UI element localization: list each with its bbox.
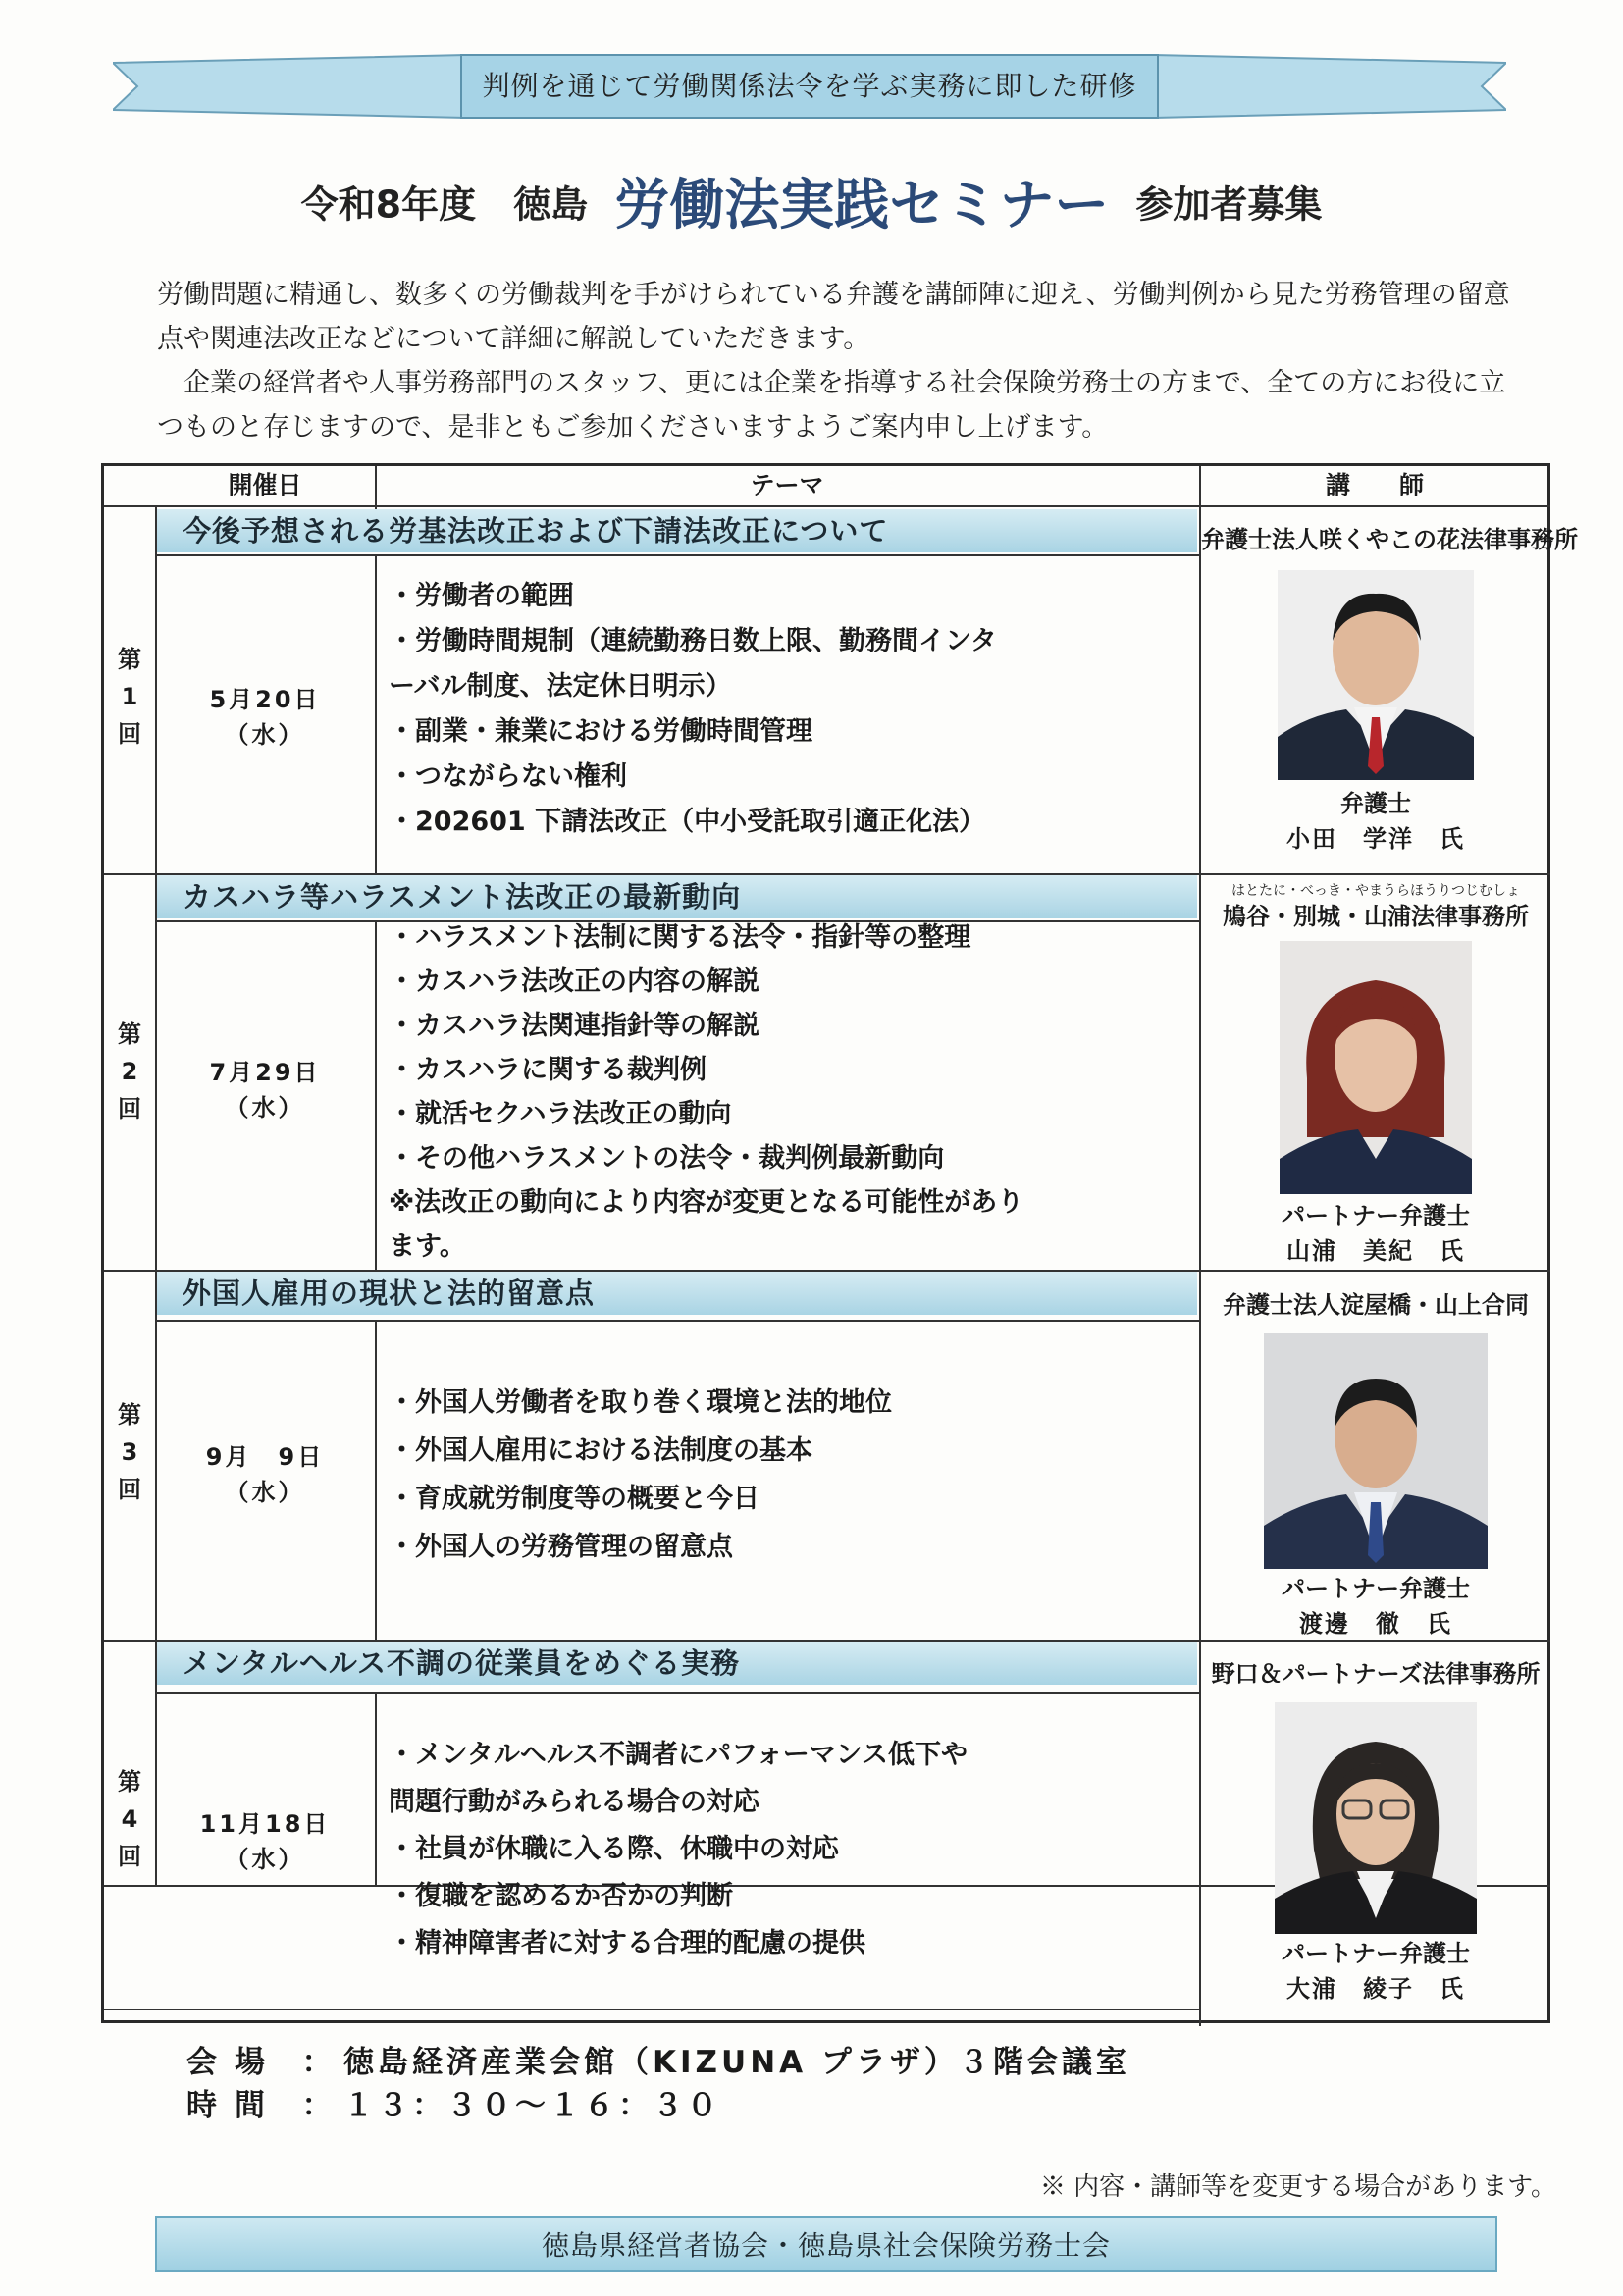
organizer-footer: 徳島県経営者協会・徳島県社会保険労務士会: [155, 2216, 1497, 2272]
lecturer-firm: 鳩谷・別城・山浦法律事務所: [1223, 903, 1529, 930]
session-3-theme: 外国人雇用の現状と法的留意点: [157, 1272, 1197, 1315]
portrait-image: [1264, 1333, 1488, 1569]
session-number-part: 第: [118, 1020, 141, 1048]
lecturer-name: 小田 学洋 氏: [1286, 825, 1465, 853]
title-main: 労働法実践セミナー: [614, 174, 1110, 237]
intro-text: [157, 273, 1511, 449]
header-lecturer: 講 師: [1325, 471, 1424, 499]
topic-item: ・就活セクハラ法改正の動向: [389, 1099, 732, 1129]
topic-item: ・ハラスメント法制に関する法令・指針等の整理: [389, 922, 971, 953]
session-1-topics: [389, 574, 1169, 845]
theme-divider: [155, 1320, 1199, 1322]
topic-item: ・外国人雇用における法制度の基本: [389, 1435, 812, 1466]
colon: ：: [301, 2045, 337, 2080]
topic-item: ・カスハラに関する裁判例: [389, 1055, 707, 1085]
session-1-theme: 今後予想される労基法改正および下請法改正について: [157, 509, 1197, 552]
topic-item: ーバル制度、法定休日明示）: [389, 671, 732, 702]
session-number-part: 回: [118, 1095, 141, 1122]
lecturer-photo: [1280, 941, 1472, 1194]
header-theme: テーマ: [750, 471, 824, 499]
divider-v: [375, 466, 377, 513]
change-note: ※ 内容・講師等を変更する場合があります。: [1039, 2172, 1556, 2202]
lecturer-photo: [1278, 570, 1474, 780]
session-number-part: 第: [118, 1768, 141, 1796]
lecturer-name: 大浦 綾子 氏: [1286, 1975, 1465, 2003]
header-date: 開催日: [228, 471, 302, 499]
session-4-number: [104, 1763, 155, 1875]
session-3-number: [104, 1396, 155, 1508]
session-number-part: 3: [121, 1438, 138, 1466]
session-number-part: 回: [118, 1476, 141, 1503]
theme-divider: [155, 1692, 1199, 1694]
weekday-text: （水）: [225, 1094, 305, 1122]
topic-item: ます。: [389, 1231, 466, 1262]
session-number-part: 1: [121, 683, 138, 710]
date-text: 5月20日: [209, 686, 321, 713]
venue-info: [186, 2041, 1130, 2127]
session-4-theme: メンタルヘルス不調の従業員をめぐる実務: [157, 1642, 1197, 1685]
schedule-table: [101, 463, 1578, 2023]
session-3-date: [155, 1439, 375, 1510]
intro-paragraph-1: 労働問題に精通し、数多くの労働裁判を手がけられている弁護を講師陣に迎え、労働判例から見た労務管理の留意点や関連法改正などについて詳細に解説していただきます。: [157, 280, 1510, 354]
topic-item: ・その他ハラスメントの法令・裁判例最新動向: [389, 1143, 945, 1174]
lecturer-firm-ruby: はとたに・べっき・やまうらほうりつじむしょ: [1231, 883, 1520, 899]
lecturer-photo: [1264, 1333, 1488, 1569]
lecturer-firm: 野口＆パートナーズ法律事務所: [1211, 1660, 1541, 1688]
session-3-topics: [389, 1379, 1169, 1571]
lecturer-role: パートナー弁護士: [1282, 1202, 1470, 1229]
topic-item: ・カスハラ法関連指針等の解説: [389, 1011, 759, 1041]
lecturer-role: パートナー弁護士: [1282, 1940, 1470, 1967]
divider-v: [375, 1692, 377, 1885]
weekday-text: （水）: [225, 1846, 305, 1873]
lecturer-role: 弁護士: [1340, 790, 1411, 817]
divider-v: [375, 1320, 377, 1640]
topic-item: ・社員が休職に入る際、休職中の対応: [389, 1834, 839, 1864]
lecturer-role: パートナー弁護士: [1282, 1575, 1470, 1602]
session-number-part: 2: [121, 1058, 138, 1085]
session-4-date: [155, 1806, 375, 1877]
session-2-number: [104, 1016, 155, 1127]
ribbon-text: 判例を通じて労働関係法令を学ぶ実務に即した研修: [482, 70, 1137, 102]
session-2-date: [155, 1055, 375, 1125]
session-4-topics: [389, 1732, 1169, 1967]
page-title: [0, 162, 1623, 240]
venue-time-row: [186, 2084, 1130, 2127]
topic-item: ・労働者の範囲: [389, 581, 574, 611]
date-text: 11月18日: [199, 1810, 331, 1838]
session-1-number: [104, 641, 155, 753]
topic-item: ・つながらない権利: [389, 761, 627, 792]
venue-place: 徳島経済産業会館（KIZUNA プラザ）３階会議室: [343, 2045, 1130, 2080]
lecturer-photo: [1275, 1702, 1477, 1934]
venue-place-row: [186, 2041, 1130, 2084]
venue-time-label: 時間: [186, 2088, 283, 2123]
topic-item: ※法改正の動向により内容が変更となる可能性があり: [389, 1187, 1024, 1218]
date-text: 7月29日: [209, 1059, 321, 1086]
session-3-lecturer: [1201, 1288, 1550, 1642]
topic-item: 問題行動がみられる場合の対応: [389, 1787, 759, 1817]
topic-item: ・外国人労働者を取り巻く環境と法的地位: [389, 1387, 892, 1418]
topic-item: ・メンタルヘルス不調者にパフォーマンス低下や: [389, 1740, 968, 1770]
topic-item: ・カスハラ法改正の内容の解説: [389, 966, 759, 997]
lecturer-name: 渡邊 徹 氏: [1299, 1610, 1452, 1638]
lecturer-firm: 弁護士法人淀屋橋・山上合同: [1223, 1291, 1529, 1319]
top-ribbon-banner: [113, 51, 1506, 122]
topic-item: ・労働時間規制（連続勤務日数上限、勤務間インタ: [389, 626, 997, 656]
venue-time: １３：３０～１６：３０: [343, 2088, 721, 2123]
topic-item: ・復職を認めるか否かの判断: [389, 1881, 733, 1911]
topic-item: ・副業・兼業における労働時間管理: [389, 716, 812, 747]
divider-v: [375, 554, 377, 873]
session-1-lecturer: [1201, 523, 1578, 857]
session-1-date: [155, 682, 375, 753]
portrait-image: [1280, 941, 1472, 1194]
portrait-image: [1275, 1702, 1477, 1934]
title-suffix: 参加者募集: [1135, 183, 1323, 227]
row-divider: [104, 2009, 1199, 2010]
header-divider: [104, 505, 1550, 507]
session-number-part: 第: [118, 1401, 141, 1429]
topic-item: ・外国人の労務管理の留意点: [389, 1532, 733, 1562]
session-2-theme: カスハラ等ハラスメント法改正の最新動向: [157, 875, 1197, 918]
weekday-text: （水）: [225, 1479, 305, 1506]
session-number-part: 回: [118, 1843, 141, 1870]
topic-item: ・育成就労制度等の概要と今日: [389, 1484, 759, 1514]
intro-paragraph-2: 企業の経営者や人事労務部門のスタッフ、更には企業を指導する社会保険労務士の方まで、全ての方にお役に立つものと存じますので、是非ともご参加くださいますようご案内申し上げます。: [157, 368, 1506, 443]
theme-divider: [155, 554, 1199, 556]
weekday-text: （水）: [225, 721, 305, 749]
lecturer-firm: 弁護士法人咲くやこの花法律事務所: [1201, 526, 1578, 553]
session-number-part: 回: [118, 720, 141, 748]
date-text: 9月 9日: [205, 1443, 325, 1471]
session-2-topics: [389, 915, 1169, 1269]
divider-v: [375, 920, 377, 1270]
portrait-image: [1278, 570, 1474, 780]
session-number-part: 第: [118, 646, 141, 673]
venue-place-label: 会場: [186, 2045, 283, 2080]
lecturer-name: 山浦 美紀 氏: [1286, 1237, 1465, 1265]
title-prefix: 令和8年度 徳島: [300, 183, 589, 227]
topic-item: ・202601 下請法改正（中小受託取引適正化法）: [389, 807, 986, 837]
session-number-part: 4: [121, 1805, 138, 1833]
colon: ：: [301, 2088, 337, 2123]
topic-item: ・精神障害者に対する合理的配慮の提供: [389, 1928, 865, 1958]
session-2-lecturer: [1201, 882, 1550, 1269]
session-4-lecturer: [1201, 1657, 1550, 2007]
